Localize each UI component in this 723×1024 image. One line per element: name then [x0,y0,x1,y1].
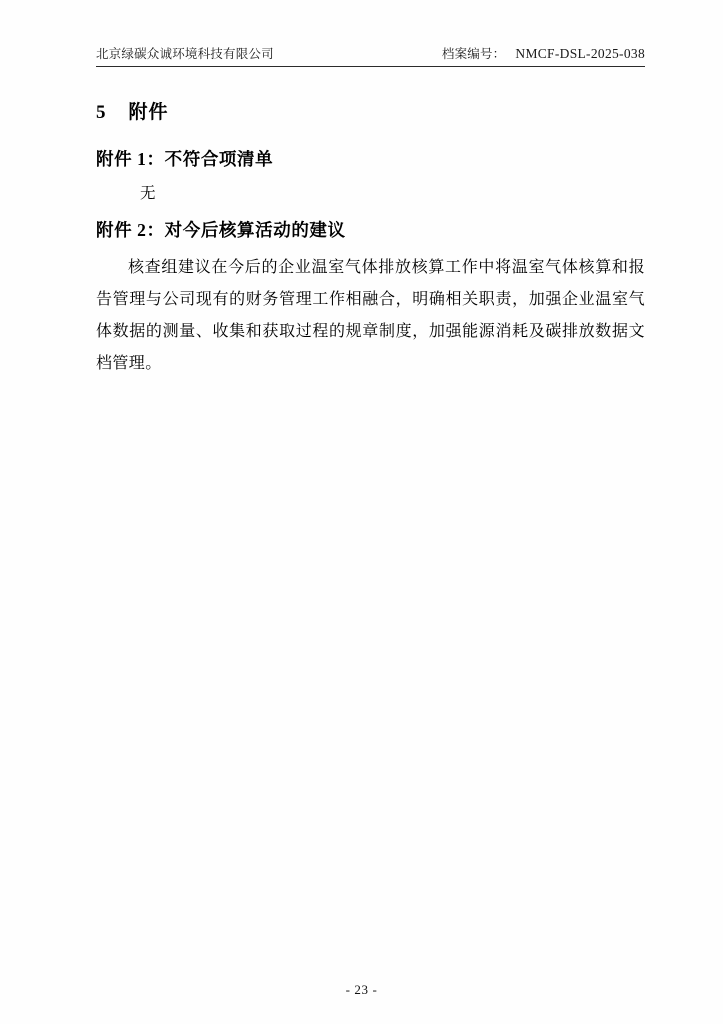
page-content-area [96,44,645,984]
header-archive-label: 档案编号： [441,47,506,61]
appendix-2-body: 核查组建议在今后的企业温室气体排放核算工作中将温室气体核算和报告管理与公司现有的财务管理工作相融合，明确相关职责，加强企业温室气体数据的测量、收集和获取过程的规章制度，加强能源消耗及碳排放数据文档管理。 [96,259,645,372]
appendix-1-heading: 附件 1：不符合项清单 [96,149,274,169]
header-archive-number: NMCF-DSL-2025-038 [515,46,645,61]
section-number: 5 [96,102,107,123]
document-body [96,97,645,380]
header-company-name: 北京绿碳众诚环境科技有限公司 [96,47,274,61]
page-footer [0,982,723,998]
section-heading [96,97,645,124]
page-number: - 23 - [345,982,378,997]
appendix-2-heading: 附件 2：对今后核算活动的建议 [96,220,346,240]
page-header [96,44,645,67]
section-title-text: 附件 [128,102,169,123]
appendix-1-body: 无 [140,185,157,202]
header-archive [442,44,645,62]
